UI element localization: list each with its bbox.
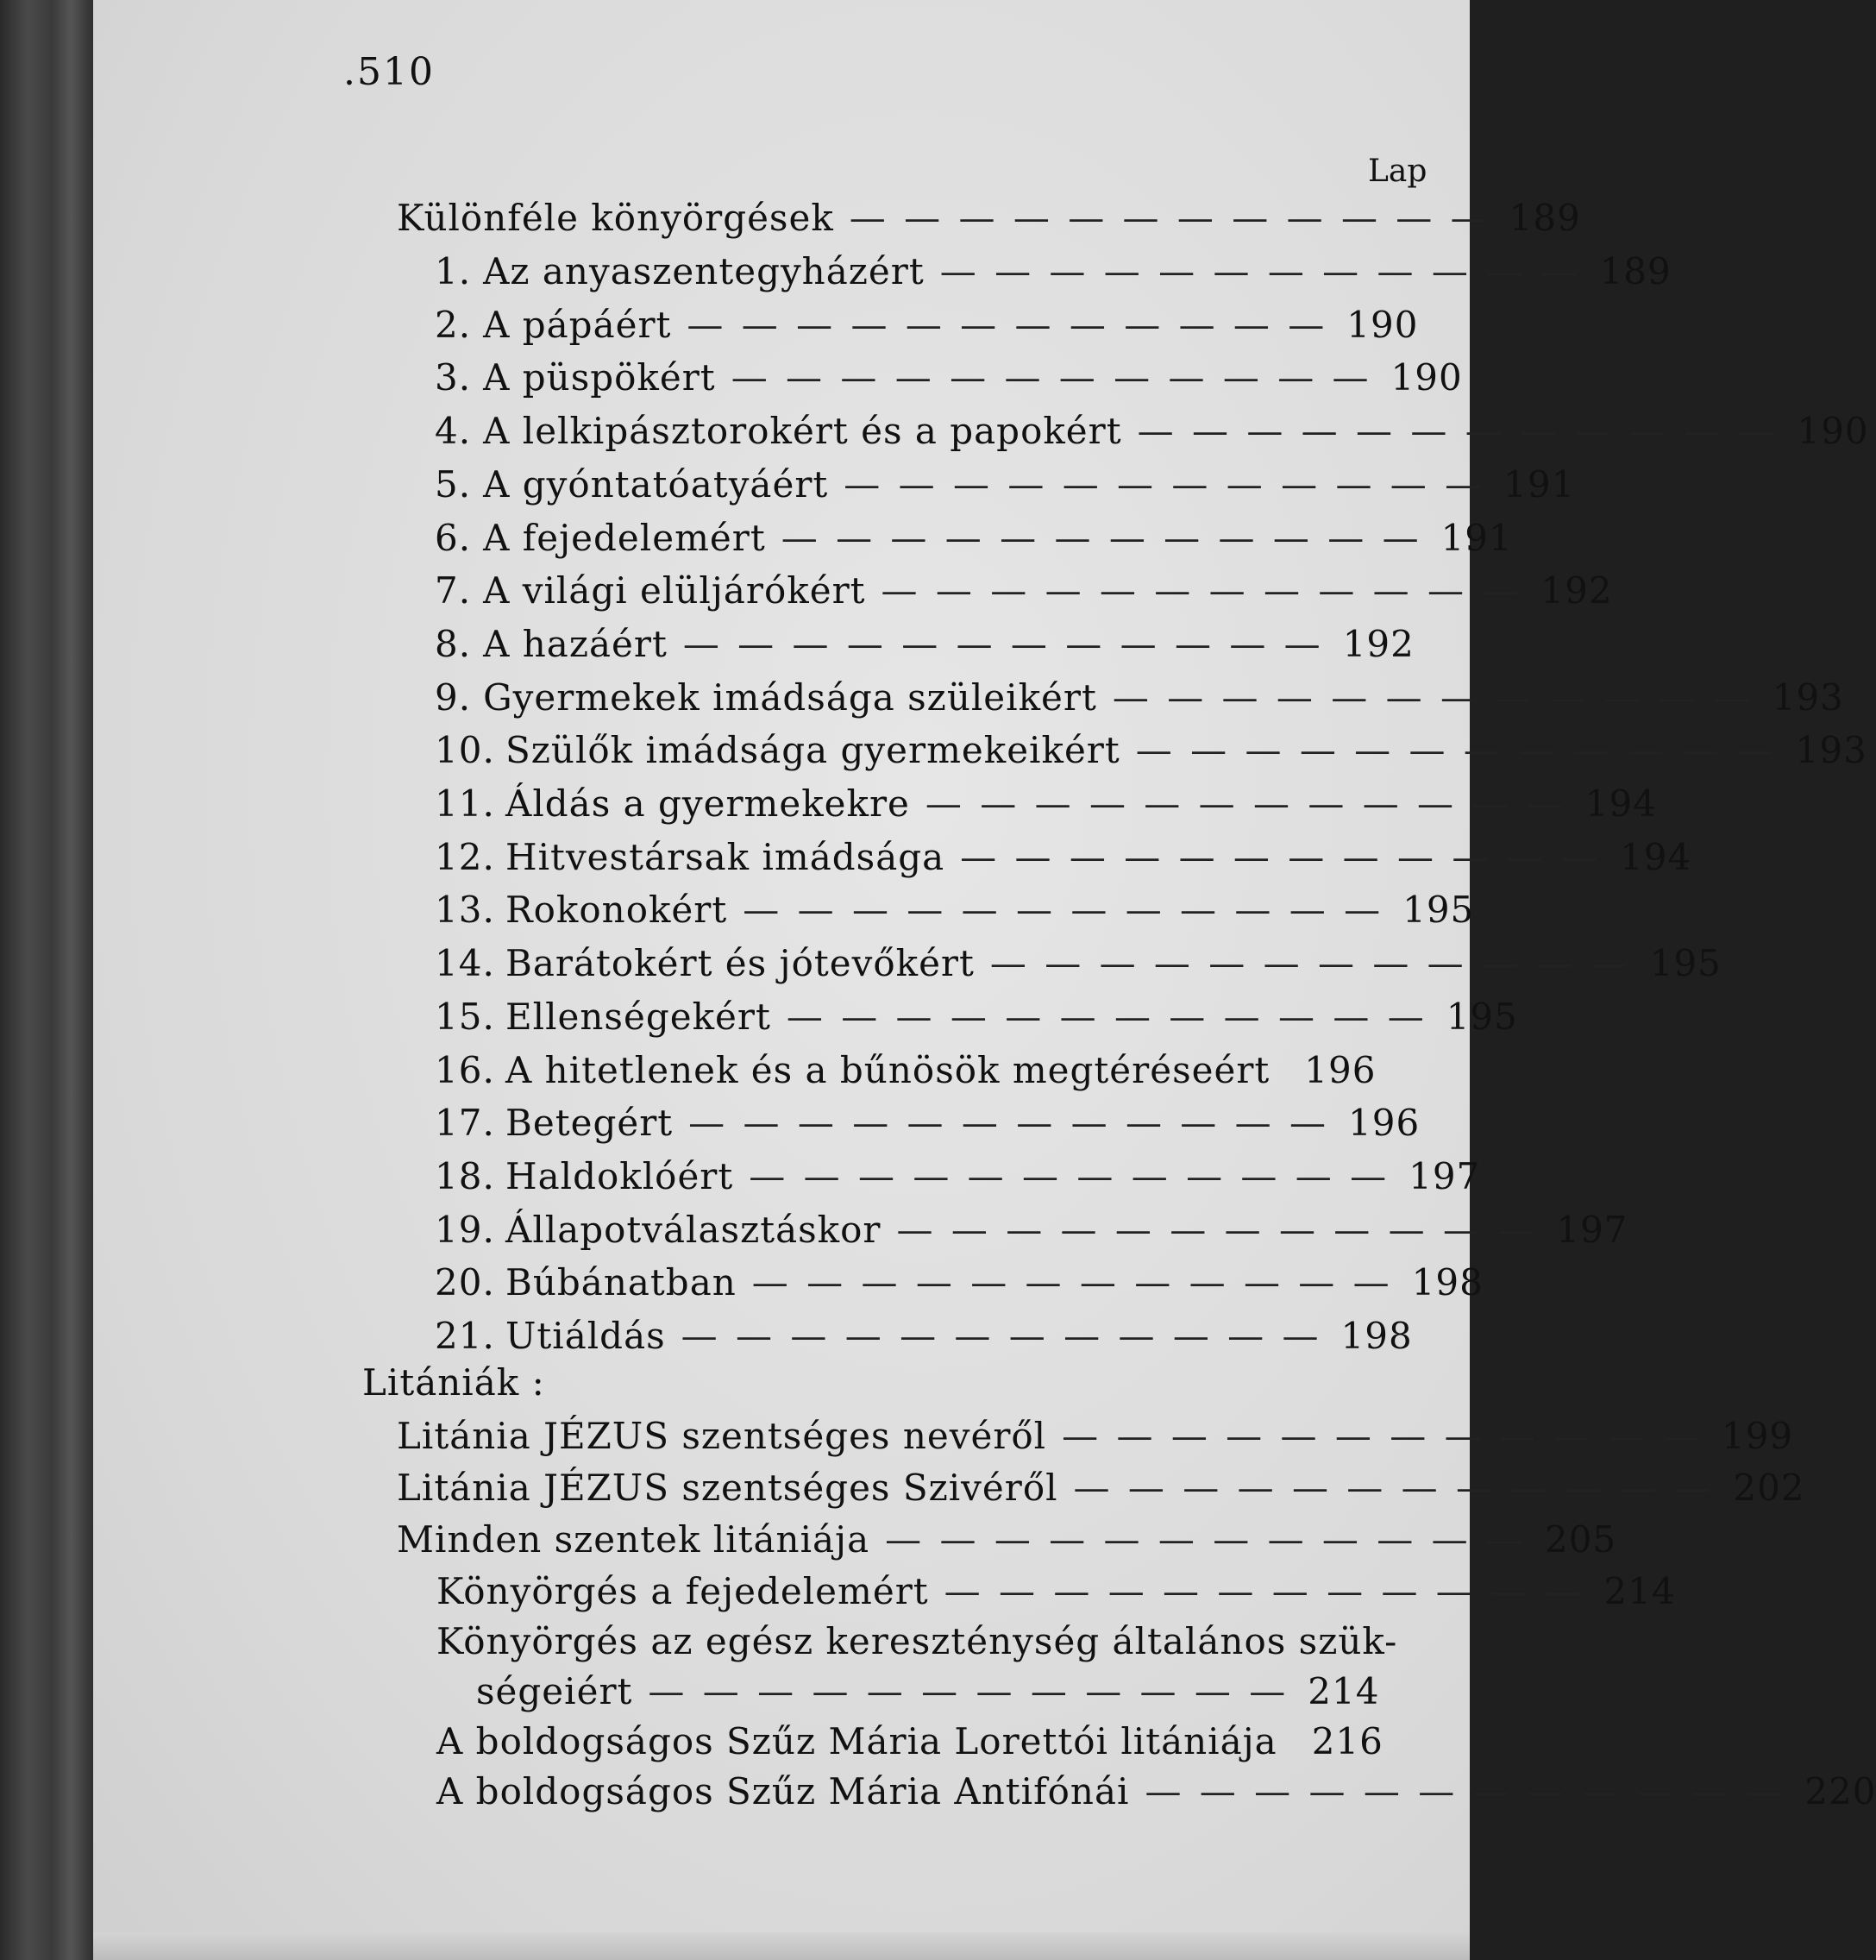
toc-subentry [436, 1720, 1383, 1772]
toc-entry [435, 782, 1657, 834]
dot-leader: — — — — — — — — — — — — [925, 782, 1566, 825]
dot-leader: — — — — — — — — — — — — [682, 622, 1324, 665]
toc-entry-litania [397, 1518, 1617, 1570]
dot-leader: — — — — — — — — — — — — [743, 889, 1384, 932]
page-ref: 190 [1390, 356, 1463, 399]
page-ref: 190 [1346, 303, 1419, 346]
entry-title: A gyóntatóatyáért [483, 462, 829, 506]
entry-number: 6. [435, 516, 472, 559]
page-ref: 195 [1446, 995, 1518, 1038]
toc-entry [435, 889, 1475, 940]
page-ref: 197 [1409, 1154, 1481, 1197]
toc-entry [435, 462, 1576, 515]
entry-title: Gyermekek imádsága szüleikért [483, 675, 1097, 719]
page-ref: 198 [1340, 1315, 1413, 1357]
entry-number: 16. [435, 1048, 495, 1091]
entry-title: A világi elüljárókért [483, 569, 866, 612]
dot-leader: — — — — — — — — — — — — [1135, 729, 1777, 772]
toc-subentry [436, 1570, 1676, 1622]
toc-entry [435, 1048, 1377, 1101]
page-ref: 189 [1599, 250, 1672, 292]
entry-number: 21. [435, 1315, 495, 1357]
entry-number: 4. [435, 410, 472, 453]
entry-title: Könyörgés az egész kereszténység általános szük- [436, 1620, 1398, 1662]
page-ref: 192 [1540, 569, 1613, 612]
entry-title: A hazáért [483, 622, 668, 665]
toc-section-heading-litaniak: Litániák : [362, 1361, 545, 1404]
entry-number: 1. [435, 250, 472, 292]
entry-title: Haldoklóért [505, 1154, 734, 1197]
entry-number: 5. [435, 462, 472, 506]
dot-leader: — — — — — — — — — — — — [939, 250, 1581, 292]
page-ref: 214 [1603, 1570, 1676, 1612]
dot-leader: — — — — — — — — — — — — [1137, 410, 1779, 453]
entry-title: A pápáért [483, 303, 672, 346]
page-ref: 202 [1733, 1467, 1805, 1509]
entry-number: 12. [435, 835, 495, 878]
page-ref: 220 [1804, 1770, 1876, 1812]
dot-leader: — — — — — — — — — — — — [681, 1315, 1322, 1357]
toc-entry [435, 1261, 1484, 1313]
page-ref: 195 [1649, 942, 1722, 985]
entry-title: Az anyaszentegyházért [483, 250, 925, 292]
toc-entry [435, 410, 1869, 462]
entry-number: 7. [435, 569, 472, 612]
toc-entry [435, 995, 1518, 1047]
entry-title: Áldás a gyermekekre [505, 782, 910, 825]
dot-leader: — — — — — — — — — — — — [1073, 1467, 1715, 1509]
entry-title: Ellenségekért [505, 995, 771, 1038]
page-number: .510 [343, 50, 435, 94]
toc-entry [435, 303, 1419, 355]
dot-leader: — — — — — — — — — — — — [1062, 1415, 1703, 1457]
page-ref: 192 [1342, 622, 1415, 665]
dot-leader: — — — — — — — — — — — — [944, 1570, 1585, 1612]
page-ref: 191 [1503, 462, 1576, 506]
page-ref: 196 [1348, 1102, 1421, 1145]
entry-number: 13. [435, 889, 495, 932]
entry-title: A püspökért [483, 356, 716, 399]
page-ref: 216 [1311, 1720, 1383, 1762]
dot-leader: — — — — — — — — — — — — [648, 1670, 1289, 1712]
toc-entry [435, 1102, 1421, 1153]
page-ref: 193 [1772, 675, 1844, 719]
entry-number: 8. [435, 622, 472, 665]
dot-leader: — — — — — — — — — — — — [731, 356, 1372, 399]
page-column-header: Lap [1368, 154, 1427, 189]
entry-number: 10. [435, 729, 495, 772]
page-ref: 194 [1584, 782, 1657, 825]
toc-subentry [476, 1670, 1380, 1722]
toc-entry [435, 1154, 1481, 1207]
entry-number: 18. [435, 1154, 495, 1197]
entry-title: Rokonokért [505, 889, 728, 932]
entry-title: Könyörgés a fejedelemért [436, 1570, 929, 1612]
entry-number: 2. [435, 303, 472, 346]
page-ref: 191 [1440, 516, 1513, 559]
entry-title: Állapotválasztáskor [505, 1208, 882, 1251]
dot-leader: — — — — — — — — — — — — [786, 995, 1427, 1038]
entry-title: Utiáldás [505, 1315, 666, 1357]
toc-entry [435, 1315, 1413, 1366]
entry-title: Betegért [505, 1102, 674, 1145]
dot-leader: — — — — — — — — — — — — [896, 1208, 1538, 1251]
entry-number: 3. [435, 356, 472, 399]
page-ref: 197 [1556, 1208, 1628, 1251]
dot-leader: — — — — — — — — — — — — [881, 569, 1522, 612]
dot-leader: — — — — — — — — — — — — [989, 942, 1631, 985]
toc-entry [435, 569, 1613, 621]
dot-leader: — — — — — — — — — — — — [849, 197, 1490, 239]
entry-title: Litánia JÉZUS szentséges Szivéről [397, 1467, 1058, 1509]
page-bottom-edge [93, 1932, 1470, 1960]
book-spine-edge [0, 0, 95, 1960]
toc-subentry [436, 1620, 1398, 1672]
entry-number: 14. [435, 942, 495, 985]
toc-entry [435, 729, 1867, 781]
entry-title: Szülők imádsága gyermekeikért [505, 729, 1120, 772]
entry-number: 15. [435, 995, 495, 1038]
toc-entry [435, 250, 1672, 302]
toc-entry [435, 622, 1415, 675]
page-ref: 193 [1795, 729, 1867, 772]
dot-leader: — — — — — — — — — — — — [751, 1261, 1393, 1304]
entry-title: Litánia JÉZUS szentséges nevéről [397, 1415, 1047, 1457]
page-ref: 198 [1411, 1261, 1484, 1304]
section-title: Különféle könyörgések [397, 197, 834, 239]
page-ref: 205 [1544, 1518, 1617, 1561]
dot-leader: — — — — — — — — — — — — [1145, 1770, 1786, 1812]
entry-number: 20. [435, 1261, 495, 1304]
dot-leader: — — — — — — — — — — — — [844, 462, 1485, 506]
page-ref: 214 [1308, 1670, 1380, 1712]
page-ref: 194 [1620, 835, 1692, 878]
entry-title: Hitvestársak imádsága [505, 835, 945, 878]
page-ref: 189 [1509, 197, 1581, 239]
page-ref: 190 [1797, 410, 1869, 453]
toc-entry [435, 516, 1513, 569]
entry-number: 9. [435, 675, 472, 719]
toc-entry [435, 356, 1463, 408]
dot-leader: — — — — — — — — — — — — [687, 303, 1328, 346]
entry-number: 17. [435, 1102, 495, 1145]
dot-leader: — — — — — — — — — — — — [1112, 675, 1754, 719]
dot-leader: — — — — — — — — — — — — [781, 516, 1422, 559]
page-ref: 195 [1402, 889, 1475, 932]
entry-number: 19. [435, 1208, 495, 1251]
entry-title: A hitetlenek és a bűnösök megtéréseért [505, 1048, 1271, 1091]
entry-title: A lelkipásztorokért és a papokért [483, 410, 1122, 453]
page-ref: 196 [1304, 1048, 1377, 1091]
dot-leader: — — — — — — — — — — — — [885, 1518, 1526, 1561]
entry-title: Barátokért és jótevőkért [505, 942, 975, 985]
dot-leader: — — — — — — — — — — — — [688, 1102, 1330, 1145]
toc-section-heading [397, 197, 1581, 248]
entry-title: A fejedelemért [483, 516, 766, 559]
entry-title: ségeiért [476, 1670, 633, 1712]
entry-title: A boldogságos Szűz Mária Antifónái [436, 1770, 1130, 1812]
entry-title: Búbánatban [505, 1261, 737, 1304]
dot-leader: — — — — — — — — — — — — [749, 1154, 1390, 1197]
book-page [93, 0, 1876, 1960]
toc-entry-litania [397, 1467, 1805, 1518]
toc-entry [435, 942, 1722, 994]
entry-title: Minden szentek litániája [397, 1518, 870, 1561]
toc-entry [435, 675, 1844, 728]
page-ref: 199 [1721, 1415, 1794, 1457]
toc-subentry [436, 1770, 1876, 1822]
toc-entry [435, 1208, 1628, 1260]
toc-entry-litania [397, 1415, 1794, 1467]
dot-leader: — — — — — — — — — — — — [960, 835, 1602, 878]
entry-title: A boldogságos Szűz Mária Lorettói litániája [436, 1720, 1277, 1762]
toc-entry [435, 835, 1692, 888]
entry-number: 11. [435, 782, 495, 825]
